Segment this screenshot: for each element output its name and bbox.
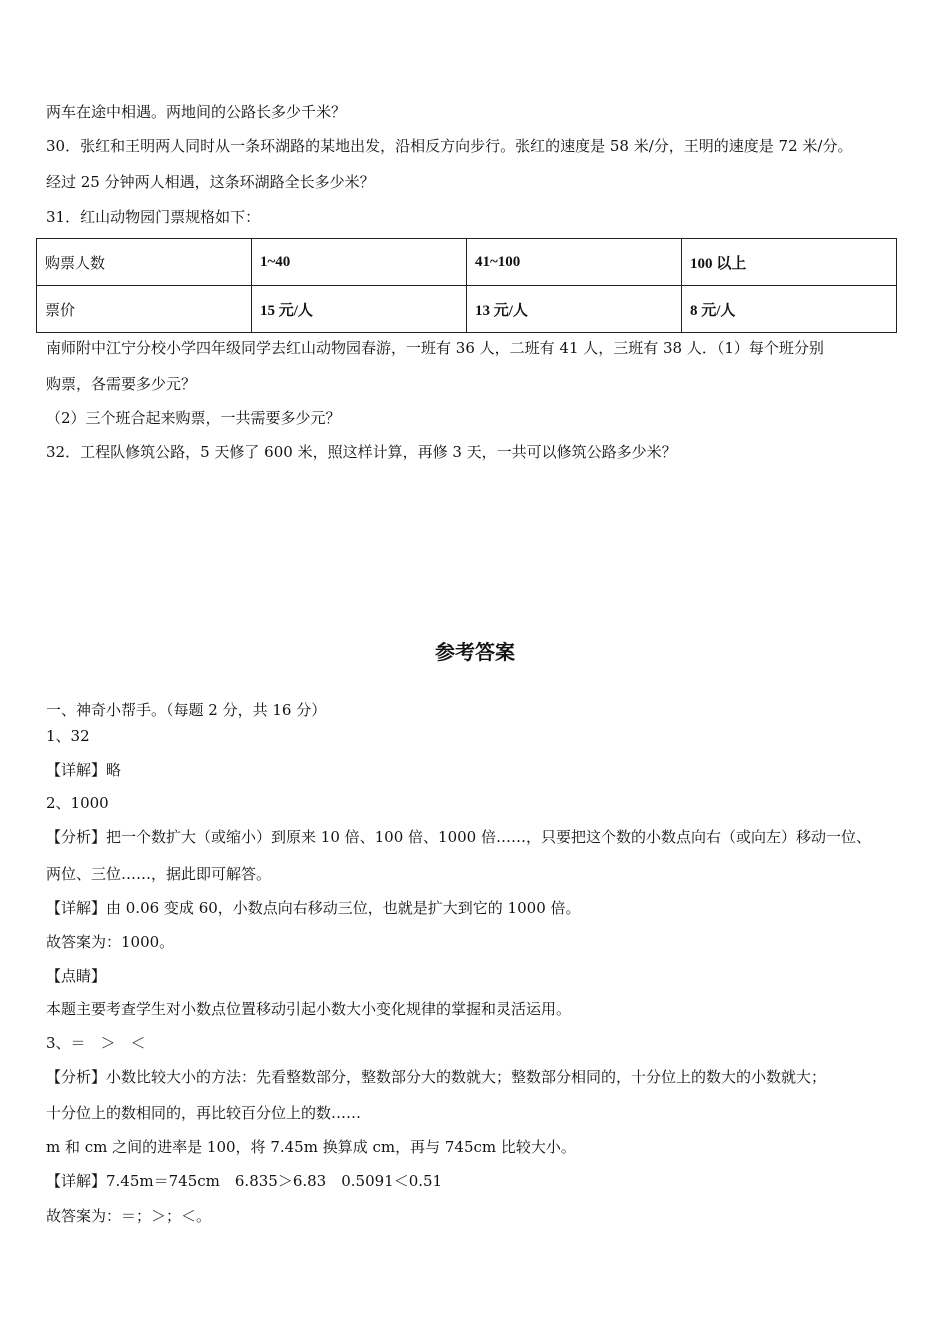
q31-line1: 南师附中江宁分校小学四年级同学去红山动物园春游，一班有 36 人，二班有 41 人，三班有 38 人．（1）每个班分别 [46,339,824,357]
table-cell: 购票人数 [37,239,252,286]
answer-2-answer: 故答案为：1000。 [46,933,175,951]
q30-line1: 30．张红和王明两人同时从一条环湖路的某地出发，沿相反方向步行。张红的速度是 58 米/分，王明的速度是 72 米/分。 [46,137,853,155]
table-cell: 41~100 [467,239,682,286]
q31-line2: 购票，各需要多少元？ [46,375,197,393]
table-row [37,239,897,286]
table-row [37,286,897,333]
answer-2-point: 本题主要考查学生对小数点位置移动引起小数大小变化规律的掌握和灵活运用。 [46,1000,572,1018]
answer-2-detail: 【详解】由 0.06 变成 60，小数点向右移动三位，也就是扩大到它的 1000 倍。 [46,899,581,917]
table-cell: 1~40 [252,239,467,286]
q31-title: 31．红山动物园门票规格如下： [46,208,261,226]
answer-2: 2、1000 [46,794,109,812]
answer-3-detail: 【详解】7.45m＝745cm 6.835＞6.83 0.5091＜0.51 [46,1172,443,1190]
answer-2-point-label: 【点睛】 [46,967,107,985]
table-cell: 100 以上 [682,239,897,286]
answers-heading: 参考答案 [435,640,515,664]
answer-3: 3、＝ ＞ ＜ [46,1034,146,1052]
answer-3-analysis-1: 【分析】小数比较大小的方法：先看整数部分，整数部分大的数就大；整数部分相同的，十分位上的数大的小数就大； [46,1068,827,1086]
q31-line3: （2）三个班合起来购票，一共需要多少元？ [46,409,341,427]
answer-2-analysis-2: 两位、三位……，据此即可解答。 [46,865,272,883]
answer-1-detail: 【详解】略 [46,761,122,779]
answer-1: 1、32 [46,727,90,745]
answer-2-analysis-1: 【分析】把一个数扩大（或缩小）到原来 10 倍、100 倍、1000 倍……，只要把这个数的小数点向右（或向左）移动一位、 [46,828,871,846]
table-cell: 8 元/人 [682,286,897,333]
answer-3-answer: 故答案为：＝；＞；＜。 [46,1207,212,1225]
table-cell: 15 元/人 [252,286,467,333]
q29-tail: 两车在途中相遇。两地间的公路长多少千米？ [46,103,347,121]
fare-table [36,238,897,333]
answer-3-analysis-2: 十分位上的数相同的，再比较百分位上的数…… [46,1104,362,1122]
answer-3-analysis-3: m 和 cm 之间的进率是 100，将 7.45m 换算成 cm，再与 745cm 比较大小。 [46,1138,576,1156]
table-cell: 票价 [37,286,252,333]
q32: 32．工程队修筑公路，5 天修了 600 米，照这样计算，再修 3 天，一共可以修筑公路多少米？ [46,443,677,461]
q30-line2: 经过 25 分钟两人相遇，这条环湖路全长多少米？ [46,173,375,191]
section1-title: 一、神奇小帮手。（每题 2 分，共 16 分） [46,701,327,719]
table-cell: 13 元/人 [467,286,682,333]
